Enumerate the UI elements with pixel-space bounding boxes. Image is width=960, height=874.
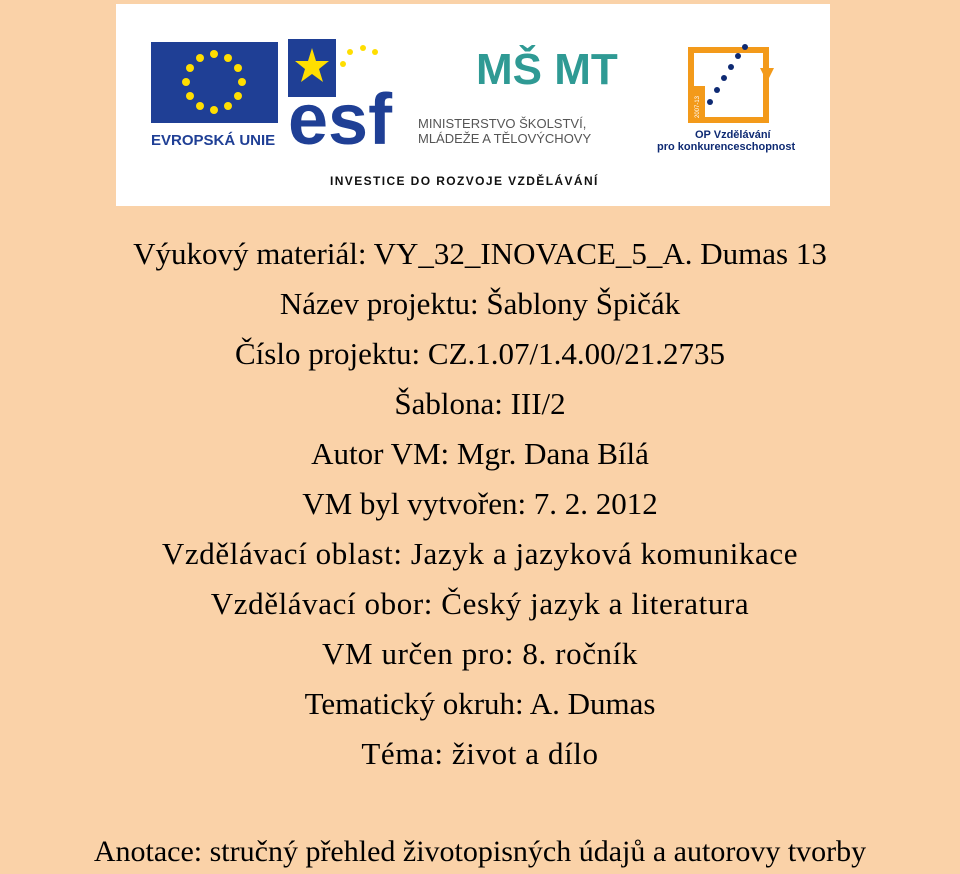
info-line-theme: Téma: život a dílo	[361, 736, 599, 771]
op-vertical-label: 2007-13	[695, 95, 701, 118]
info-line-area: Vzdělávací oblast: Jazyk a jazyková komunikace	[161, 536, 799, 571]
msmt-line2: MLÁDEŽE A TĚLOVÝCHOVY	[418, 131, 592, 146]
msmt-line1: MINISTERSTVO ŠKOLSTVÍ,	[418, 116, 587, 131]
info-line-annotation: Anotace: stručný přehled životopisných údajů a autorovy tvorby	[93, 835, 867, 868]
op-line1: OP Vzdělávání	[695, 129, 771, 141]
banner-tagline: INVESTICE DO ROZVOJE VZDĚLÁVÁNÍ	[330, 174, 599, 188]
msmt-monogram: MŠ MT	[476, 45, 618, 94]
info-line-material: Výukový materiál: VY_32_INOVACE_5_A. Dumas 13	[133, 236, 827, 271]
info-line-grade: VM určen pro: 8. ročník	[322, 636, 638, 671]
info-line-field: Vzdělávací obor: Český jazyk a literatura	[210, 586, 750, 621]
info-line-created: VM byl vytvořen: 7. 2. 2012	[302, 486, 658, 521]
info-line-topic: Tematický okruh: A. Dumas	[304, 686, 656, 721]
op-line2: pro konkurenceschopnost	[657, 141, 796, 153]
info-line-project-name: Název projektu: Šablony Špičák	[279, 286, 681, 321]
esf-label: esf	[288, 80, 393, 160]
info-line-project-number: Číslo projektu: CZ.1.07/1.4.00/21.2735	[235, 336, 725, 371]
eu-label: EVROPSKÁ UNIE	[151, 132, 276, 149]
info-line-template: Šablona: III/2	[394, 386, 566, 421]
info-line-author: Autor VM: Mgr. Dana Bílá	[311, 436, 649, 471]
